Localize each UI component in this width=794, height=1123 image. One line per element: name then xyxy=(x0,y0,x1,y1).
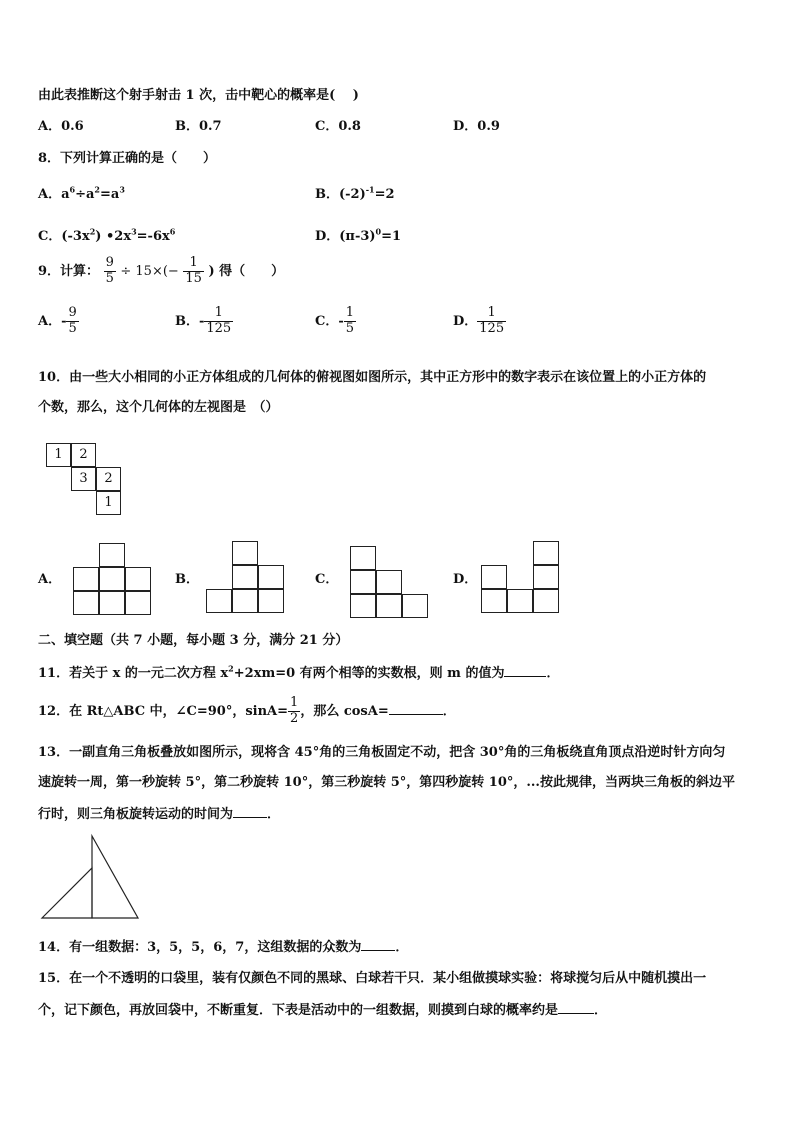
q14-answer-blank[interactable] xyxy=(361,938,395,951)
q9-option-c: C．- $\frac{1}{5}$ xyxy=(315,305,355,336)
q9-option-d: D． $\frac{1}{125}$ xyxy=(453,305,505,336)
q15-stem-line2: 个，记下颜色，再放回袋中，不断重复．下表是活动中的一组数据，则摸到白球的概率约是 ． xyxy=(38,1003,608,1018)
q7-stem: 由此表推断这个射手射击 1 次，击中靶心的概率是( ) xyxy=(38,88,359,103)
q13-stem-line3: 行时，则三角板旋转运动的时间为 ． xyxy=(38,807,281,822)
q7-option-d: D．0.9 xyxy=(453,119,500,134)
q11-answer-blank[interactable] xyxy=(504,664,546,677)
grid-cell: 2 xyxy=(96,467,121,491)
q9-option-b: B．- $\frac{1}{125}$ xyxy=(175,305,232,336)
q9-fraction-1: $\frac{9}{5}$ xyxy=(105,255,114,286)
q15-answer-blank[interactable] xyxy=(558,1001,594,1014)
q10-stem-line2: 个数，那么，这个几何体的左视图是 （） xyxy=(38,400,279,415)
section-2-title: 二、填空题（共 7 小题，每小题 3 分，满分 21 分） xyxy=(38,633,349,648)
q15-stem-line1: 15．在一个不透明的口袋里，装有仅颜色不同的黑球、白球若干只．某小组做摸球实验：将球搅匀后从中随机摸出一 xyxy=(38,971,707,986)
q7-option-c: C．0.8 xyxy=(315,119,361,134)
q9-fraction-2: $\frac{1}{15}$ xyxy=(185,255,202,286)
q12-answer-blank[interactable] xyxy=(389,702,443,715)
q11-stem: 11．若关于 x 的一元二次方程 $x^2+2xm=0$ 有两个相等的实数根，则 m 的值为 ． xyxy=(38,663,560,681)
q10-option-a-label: A． xyxy=(38,572,62,587)
q10-option-b-label: B． xyxy=(175,572,199,587)
q8-stem: 8．下列计算正确的是（ ） xyxy=(38,151,217,166)
q10-option-c-label: C． xyxy=(315,572,339,587)
q7-option-b: B．0.7 xyxy=(175,119,222,134)
q10-stem-line1: 10．由一些大小相同的小正方体组成的几何体的俯视图如图所示，其中正方形中的数字表示在该位置上的小正方体的 xyxy=(38,370,707,385)
q8-option-b: B．$(-2)^{-1}=2$ xyxy=(315,184,395,202)
q12-stem: 12．在 Rt△ABC 中，∠C=90°，sinA= $\frac{1}{2}$ ，那么 cosA= ． xyxy=(38,695,456,726)
q13-triangle-figure xyxy=(38,832,144,922)
grid-cell: 1 xyxy=(46,443,71,467)
q13-answer-blank[interactable] xyxy=(233,805,267,818)
q8-option-c: C．$(-3x^2)$ $•2x^3=-6x^6$ xyxy=(38,226,176,244)
q13-stem-line2: 速旋转一周，第一秒旋转 5°，第二秒旋转 10°，第三秒旋转 5°，第四秒旋转 10°，...按此规律，当两块三角板的斜边平 xyxy=(38,775,735,790)
q9-stem: 9．计算： $\frac{9}{5}$ ÷ 15×(− $\frac{1}{15}$ ) 得（ ） xyxy=(38,255,285,286)
q9-option-a: A．- $\frac{9}{5}$ xyxy=(38,305,77,336)
q8-option-d: D．$(\pi-3)^0=1$ xyxy=(315,226,402,244)
q7-option-a: A．0.6 xyxy=(38,119,84,134)
q10-option-d-label: D． xyxy=(453,572,478,587)
q14-stem: 14．有一组数据：3，5，5，6，7，这组数据的众数为 ． xyxy=(38,940,409,955)
grid-cell: 1 xyxy=(96,491,121,515)
grid-cell: 2 xyxy=(71,443,96,467)
grid-cell: 3 xyxy=(71,467,96,491)
q13-stem-line1: 13．一副直角三角板叠放如图所示，现将含 45°角的三角板固定不动，把含 30°角的三角板绕直角顶点沿逆时针方向匀 xyxy=(38,745,726,760)
q8-option-a: A．$a^6\div a^2=a^3$ xyxy=(38,184,125,202)
